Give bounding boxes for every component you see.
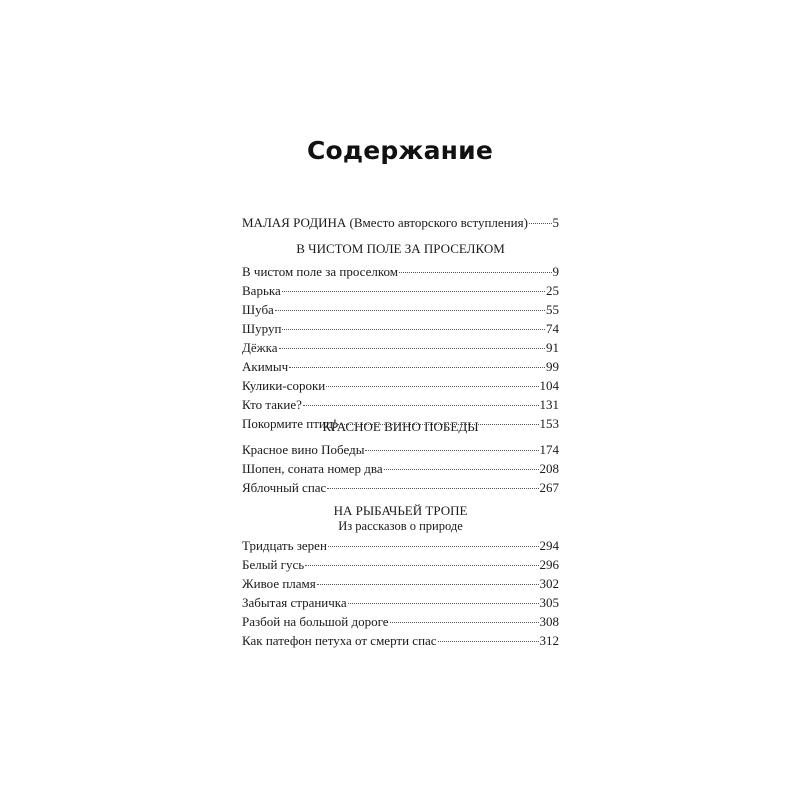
toc-entry[interactable] — [242, 631, 559, 650]
toc-entry[interactable] — [242, 395, 559, 414]
toc-entry-label: Кто такие? — [242, 397, 302, 412]
toc-entry-page: 74 — [546, 321, 559, 336]
toc-entry-page: 91 — [546, 340, 559, 355]
toc-entry[interactable] — [242, 612, 559, 631]
toc-entry-page: 296 — [539, 557, 559, 572]
toc-entry[interactable] — [242, 319, 559, 338]
dot-leader — [390, 622, 539, 623]
toc-entry[interactable] — [242, 536, 559, 555]
toc-entry-page: 208 — [539, 461, 559, 476]
dot-leader — [438, 641, 539, 642]
toc-entry[interactable] — [242, 574, 559, 593]
dot-leader — [529, 223, 552, 224]
toc-entry-label: Тридцать зерен — [242, 538, 327, 553]
toc-entry[interactable] — [242, 593, 559, 612]
toc-entry-label: Варька — [242, 283, 281, 298]
dot-leader — [282, 329, 545, 330]
toc-section-1 — [242, 262, 559, 433]
dot-leader — [305, 565, 538, 566]
toc-entry-label: Живое пламя — [242, 576, 316, 591]
toc-entry-page: 153 — [539, 416, 559, 431]
toc-section-2 — [242, 440, 559, 497]
toc-entry-label: Забытая страничка — [242, 595, 347, 610]
dot-leader — [317, 584, 539, 585]
toc-entry-label: В чистом поле за проселком — [242, 264, 398, 279]
section-heading: НА РЫБАЧЬЕЙ ТРОПЕ — [333, 503, 468, 518]
dot-leader — [348, 603, 539, 604]
toc-entry-page: 99 — [546, 359, 559, 374]
toc-entry[interactable] — [242, 262, 559, 281]
toc-entry[interactable] — [242, 300, 559, 319]
toc-intro — [242, 213, 559, 232]
toc-entry-label: Кулики-сороки — [242, 378, 326, 393]
dot-leader — [399, 272, 552, 273]
dot-leader — [289, 367, 545, 368]
toc-section-3 — [242, 536, 559, 650]
toc-entry[interactable] — [242, 338, 559, 357]
toc-entry[interactable] — [242, 357, 559, 376]
toc-entry[interactable] — [242, 555, 559, 574]
dot-leader — [328, 546, 539, 547]
dot-leader — [303, 405, 539, 406]
toc-entry[interactable] — [242, 281, 559, 300]
toc-entry-label: МАЛАЯ РОДИНА (Вместо авторского вступления) — [242, 215, 528, 230]
dot-leader — [275, 310, 545, 311]
toc-entry-label: Разбой на большой дороге — [242, 614, 389, 629]
toc-entry-page: 305 — [539, 595, 559, 610]
toc-entry[interactable] — [242, 213, 559, 232]
toc-entry-page: 5 — [552, 215, 559, 230]
toc-entry-page: 131 — [539, 397, 559, 412]
toc-entry-page: 308 — [539, 614, 559, 629]
page-title: Содержание — [306, 136, 494, 165]
toc-entry-page: 104 — [539, 378, 559, 393]
toc-entry-label: Шуруп — [242, 321, 282, 336]
toc-entry[interactable] — [242, 459, 559, 478]
toc-entry-page: 302 — [539, 576, 559, 591]
toc-entry-label: Покормите птиц! — [242, 416, 338, 431]
toc-entry[interactable] — [242, 376, 559, 395]
toc-entry-page: 312 — [539, 633, 559, 648]
section-subheading: Из рассказов о природе — [338, 519, 463, 533]
toc-entry-label: Как патефон петуха от смерти спас — [242, 633, 437, 648]
toc-entry[interactable] — [242, 440, 559, 459]
dot-leader — [279, 348, 545, 349]
dot-leader — [327, 488, 538, 489]
toc-entry-label: Белый гусь — [242, 557, 305, 572]
toc-entry-label: Дёжка — [242, 340, 278, 355]
toc-entry-page: 174 — [539, 442, 559, 457]
dot-leader — [282, 291, 545, 292]
toc-entry-label: Красное вино Победы — [242, 442, 365, 457]
dot-leader — [365, 450, 538, 451]
toc-entry-page: 9 — [552, 264, 559, 279]
toc-entry-label: Шуба — [242, 302, 274, 317]
toc-entry-page: 25 — [546, 283, 559, 298]
section-heading: КРАСНОЕ ВИНО ПОБЕДЫ — [322, 419, 479, 434]
toc-entry-label: Шопен, соната номер два — [242, 461, 383, 476]
toc-entry-label: Яблочный спас — [242, 480, 327, 495]
toc-entry-page: 294 — [539, 538, 559, 553]
toc-entry[interactable] — [242, 478, 559, 497]
dot-leader — [384, 469, 539, 470]
toc-entry-label: Акимыч — [242, 359, 289, 374]
dot-leader — [326, 386, 538, 387]
section-heading: В ЧИСТОМ ПОЛЕ ЗА ПРОСЕЛКОМ — [296, 241, 505, 256]
toc-entry-page: 267 — [539, 480, 559, 495]
toc-entry-page: 55 — [546, 302, 559, 317]
